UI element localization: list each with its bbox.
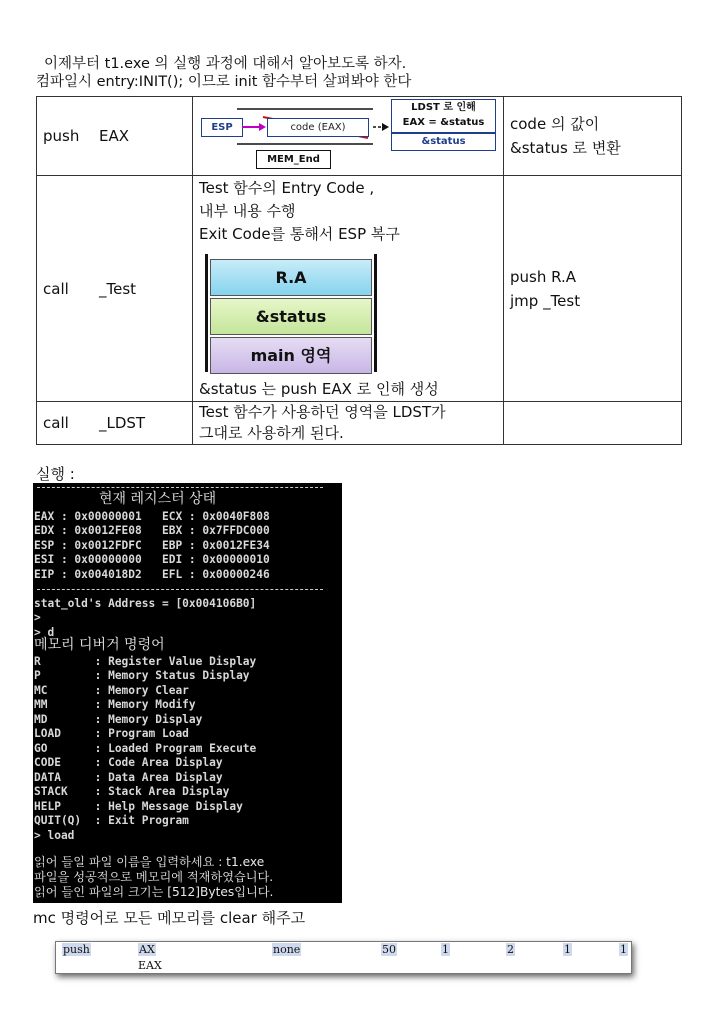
table-row [37, 176, 682, 402]
note-cell [504, 176, 682, 402]
table-row [37, 402, 682, 445]
strip-row2: EAX [138, 959, 162, 972]
operand: EAX [99, 127, 130, 145]
instruction-cell [37, 97, 193, 176]
desc-line-2: 내부 내용 수행 [199, 202, 296, 220]
console-register-line: EDX : 0x0012FE08 EBX : 0x7FFDC000 [34, 524, 270, 537]
code-box: code (EAX) [267, 118, 369, 137]
console-menu-title: 메모리 디버거 명령어 [34, 637, 165, 653]
strip-cell: 1 [564, 943, 571, 956]
console-menu-item: P : Memory Status Display [34, 669, 250, 682]
stack-block-status: &status [210, 298, 372, 335]
console-menu-item: QUIT(Q) : Exit Program [34, 814, 189, 827]
operand: _LDST [99, 414, 146, 432]
note-cell [504, 97, 682, 176]
opcode: call [43, 414, 69, 432]
console-menu-item: MD : Memory Display [34, 713, 203, 726]
console-window [33, 483, 342, 903]
console-menu-item: R : Register Value Display [34, 655, 257, 668]
note-line-2: jmp _Test [510, 291, 581, 310]
console-load-line: 읽어 들인 파일의 크기는 [512]Bytes입니다. [34, 885, 274, 899]
mc-caption: mc 명령어로 모든 메모리를 clear 해주고 [33, 909, 306, 927]
ldst-box [391, 99, 496, 133]
strip-cell: 50 [382, 943, 396, 956]
console-register-line: ESI : 0x00000000 EDI : 0x00000010 [34, 553, 270, 566]
strip-cell: 2 [507, 943, 514, 956]
console-load-line: 읽어 들일 파일 이름을 입력하세요 : t1.exe [34, 855, 265, 869]
console-menu-item: LOAD : Program Load [34, 727, 189, 740]
console-register-line: ESP : 0x0012FDFC EBP : 0x0012FE34 [34, 539, 270, 552]
console-divider [37, 589, 323, 590]
console-menu-item: HELP : Help Message Display [34, 800, 243, 813]
console-menu-item: DATA : Data Area Display [34, 771, 223, 784]
operand: _Test [99, 279, 137, 298]
strip-cell: none [273, 943, 301, 956]
console-menu-item: MC : Memory Clear [34, 684, 189, 697]
console-menu-item: GO : Loaded Program Execute [34, 742, 257, 755]
call-test-diagram [193, 176, 503, 401]
note-line-1: code 의 값이 [510, 115, 600, 133]
ldst-line-1: LDST 로 인해 [411, 102, 476, 113]
console-prompt: > [34, 611, 41, 624]
strip-cell: 1 [442, 943, 449, 956]
instruction-cell [37, 176, 193, 402]
note-line-2: &status 로 변환 [510, 139, 621, 157]
memory-strip [55, 941, 632, 974]
stack-block-main: main 영역 [210, 337, 372, 374]
stack-footer: &status 는 push EAX 로 인해 생성 [199, 380, 439, 398]
push-diagram [193, 97, 503, 175]
strip-cell: push [63, 943, 90, 956]
diagram-cell [193, 97, 504, 176]
opcode: call [43, 279, 69, 298]
intro-line-1: 이제부터 t1.exe 의 실행 과정에 대해서 알아보도록 하자. [44, 56, 407, 72]
stack-block-ra: R.A [210, 259, 372, 296]
desc-line-1: Test 함수가 사용하던 영역을 LDST가 [199, 403, 446, 421]
mem-end-box: MEM_End [256, 150, 331, 169]
desc-line-2: 그대로 사용하게 된다. [199, 424, 344, 442]
desc-line-3: Exit Code를 통해서 ESP 복구 [199, 225, 400, 243]
note-cell [504, 402, 682, 445]
console-load-line: 파일을 성공적으로 메모리에 적재하였습니다. [34, 870, 274, 884]
note-line-1: push R.A [510, 267, 577, 286]
console-prompt: > d [34, 626, 55, 639]
console-divider [37, 487, 323, 488]
esp-box: ESP [201, 118, 243, 137]
diagram-cell [193, 176, 504, 402]
console-register-line: EAX : 0x00000001 ECX : 0x0040F808 [34, 510, 270, 523]
instruction-table [36, 96, 682, 445]
desc-line-1: Test 함수의 Entry Code , [199, 179, 375, 197]
intro-line-2: 컴파일시 entry:INIT(); 이므로 init 함수부터 살펴봐야 한다 [36, 74, 412, 90]
status-box: &status [391, 133, 496, 151]
table-row [37, 97, 682, 176]
console-menu-item: CODE : Code Area Display [34, 756, 223, 769]
stack-frame [205, 254, 377, 372]
console-menu-item: STACK : Stack Area Display [34, 785, 230, 798]
strip-cell: AX [139, 943, 155, 956]
console-menu-item: MM : Memory Modify [34, 698, 196, 711]
strip-cell: 1 [620, 943, 627, 956]
opcode: push [43, 127, 80, 145]
instruction-cell [37, 402, 193, 445]
run-label: 실행 : [36, 465, 75, 483]
console-prompt: > load [34, 829, 75, 842]
description-cell [193, 402, 504, 445]
console-register-line: EIP : 0x004018D2 EFL : 0x00000246 [34, 568, 270, 581]
ldst-line-2: EAX = &status [402, 117, 485, 128]
console-stat-line: stat_old's Address = [0x004106B0] [34, 597, 257, 610]
console-title: 현재 레지스터 상태 [99, 491, 217, 507]
